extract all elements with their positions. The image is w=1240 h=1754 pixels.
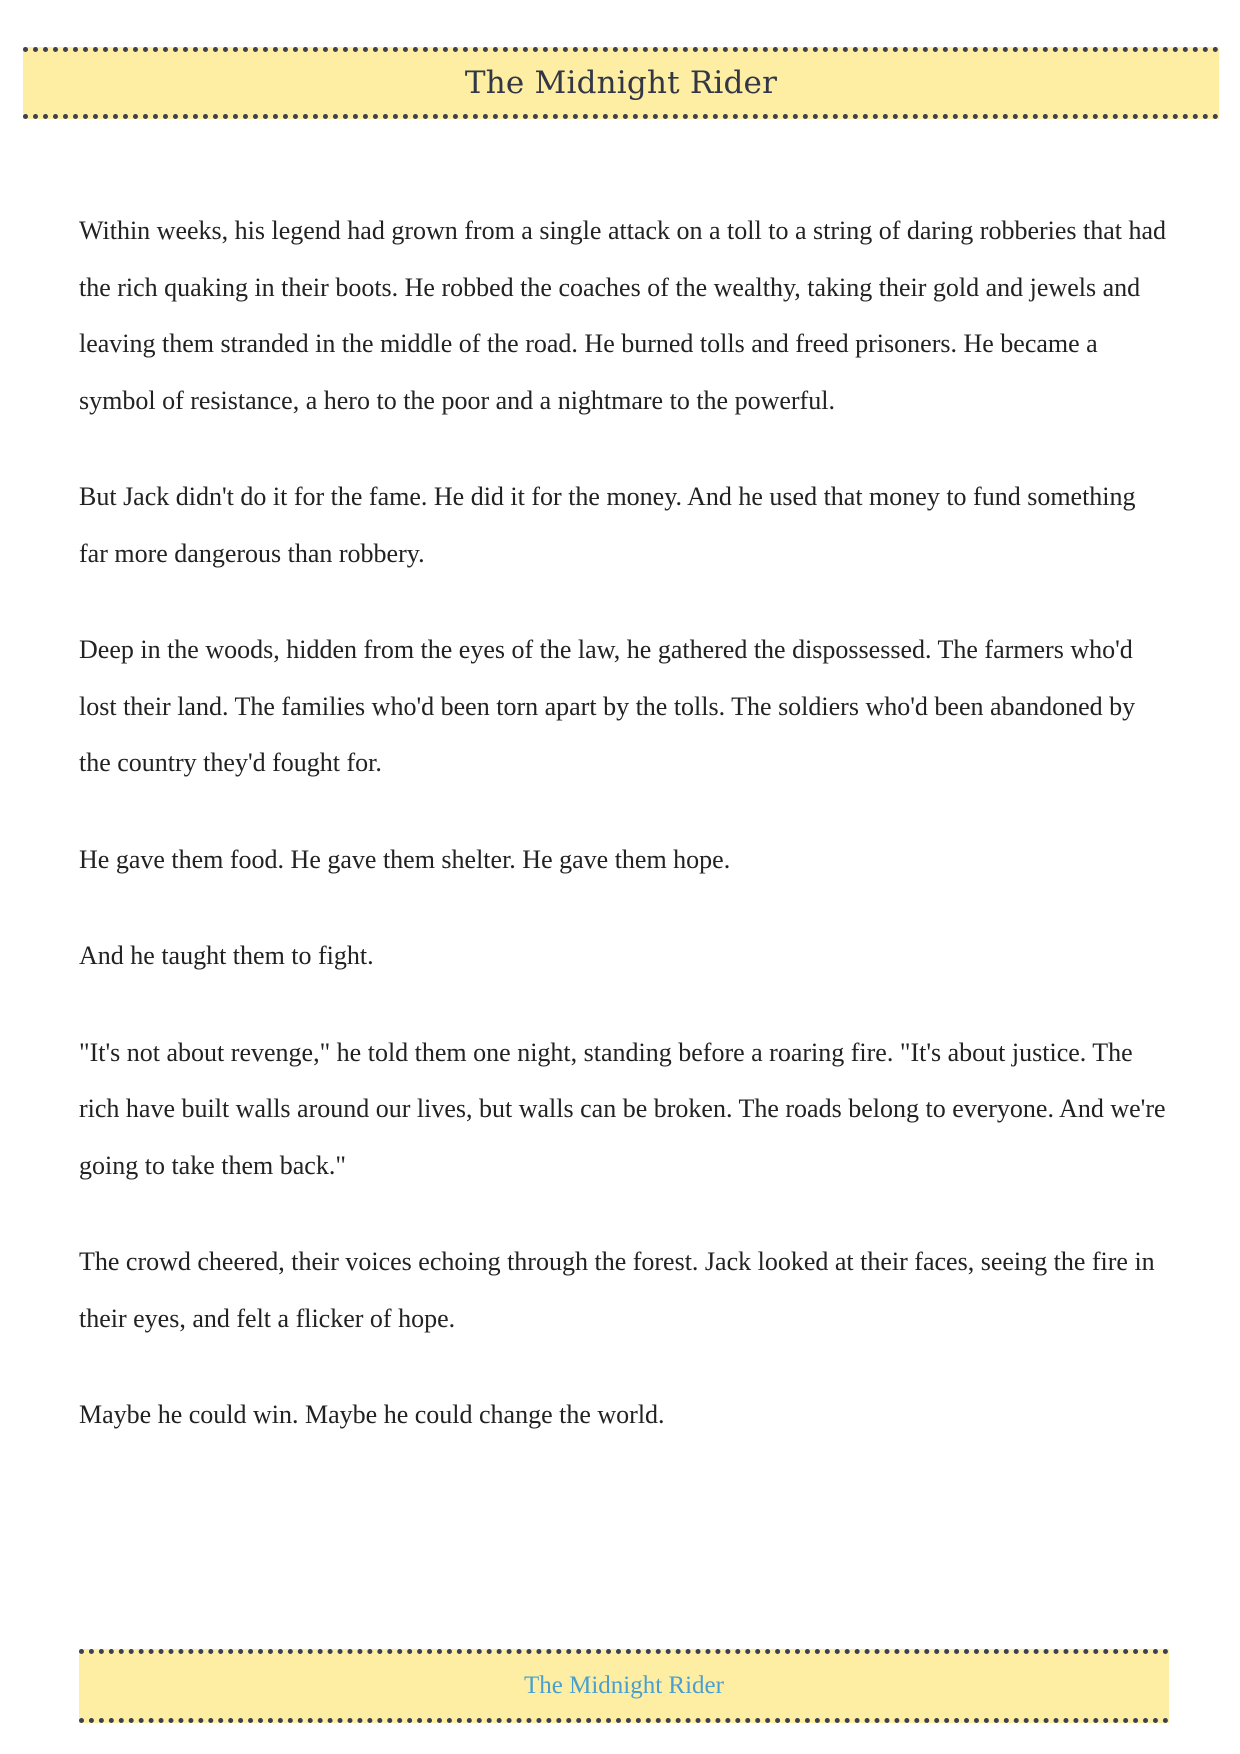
story-paragraph: But Jack didn't do it for the fame. He did it for the money. And he used that money to fund something far more dangerous than robbery. [79,482,1136,568]
story-paragraph: Deep in the woods, hidden from the eyes of the law, he gathered the dispossessed. The farmers who'd lost their land. The families who'd been torn apart by the tolls. The soldiers who'd been abandoned by the country they'd fought for. [79,635,1136,777]
story-paragraph: "It's not about revenge," he told them one night, standing before a roaring fire. "It's about justice. The rich have built walls around our lives, but walls can be broken. The roads belong to everyone. And we're going to take them back." [79,1037,1166,1180]
story-paragraph: Maybe he could win. Maybe he could change the world. [79,1400,665,1429]
story-body [79,203,1169,1484]
page-title: The Midnight Rider [464,65,778,101]
footer-title: The Midnight Rider [524,1672,724,1699]
page-header-banner [23,47,1219,119]
story-paragraph: He gave them food. He gave them shelter. He gave them hope. [79,844,731,874]
story-paragraph: Within weeks, his legend had grown from a single attack on a toll to a string of daring robberies that had the rich quaking in their boots. He robbed the coaches of the wealthy, taking their gold and jewels and leaving them stranded in the middle of the road. He burned tolls and freed prisoners. He became a symbol of resistance, a hero to the poor and a nightmare to the powerful. [79,216,1167,415]
story-paragraph: The crowd cheered, their voices echoing through the forest. Jack looked at their faces, seeing the fire in their eyes, and felt a flicker of hope. [79,1247,1155,1333]
page-footer-banner [79,1649,1169,1723]
story-paragraph: And he taught them to fight. [79,941,374,970]
